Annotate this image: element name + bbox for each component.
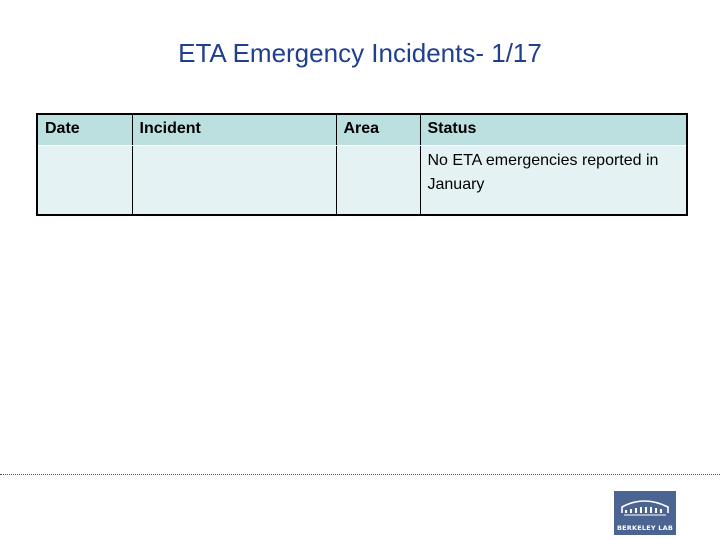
header-status: Status xyxy=(420,114,687,146)
footer-divider xyxy=(0,474,720,475)
cell-status: No ETA emergencies reported in January xyxy=(420,146,687,216)
cell-date xyxy=(37,146,132,216)
berkeley-lab-logo xyxy=(614,491,676,535)
cell-incident xyxy=(132,146,336,216)
cell-area xyxy=(336,146,420,216)
logo-text: BERKELEY LAB xyxy=(617,524,673,532)
header-date: Date xyxy=(37,114,132,146)
table-row xyxy=(37,146,687,216)
page-title: ETA Emergency Incidents- 1/17 xyxy=(178,38,542,68)
lab-building-icon xyxy=(614,491,676,525)
header-area: Area xyxy=(336,114,420,146)
header-incident: Incident xyxy=(132,114,336,146)
table-header-row xyxy=(37,114,687,146)
incidents-table xyxy=(36,113,688,216)
